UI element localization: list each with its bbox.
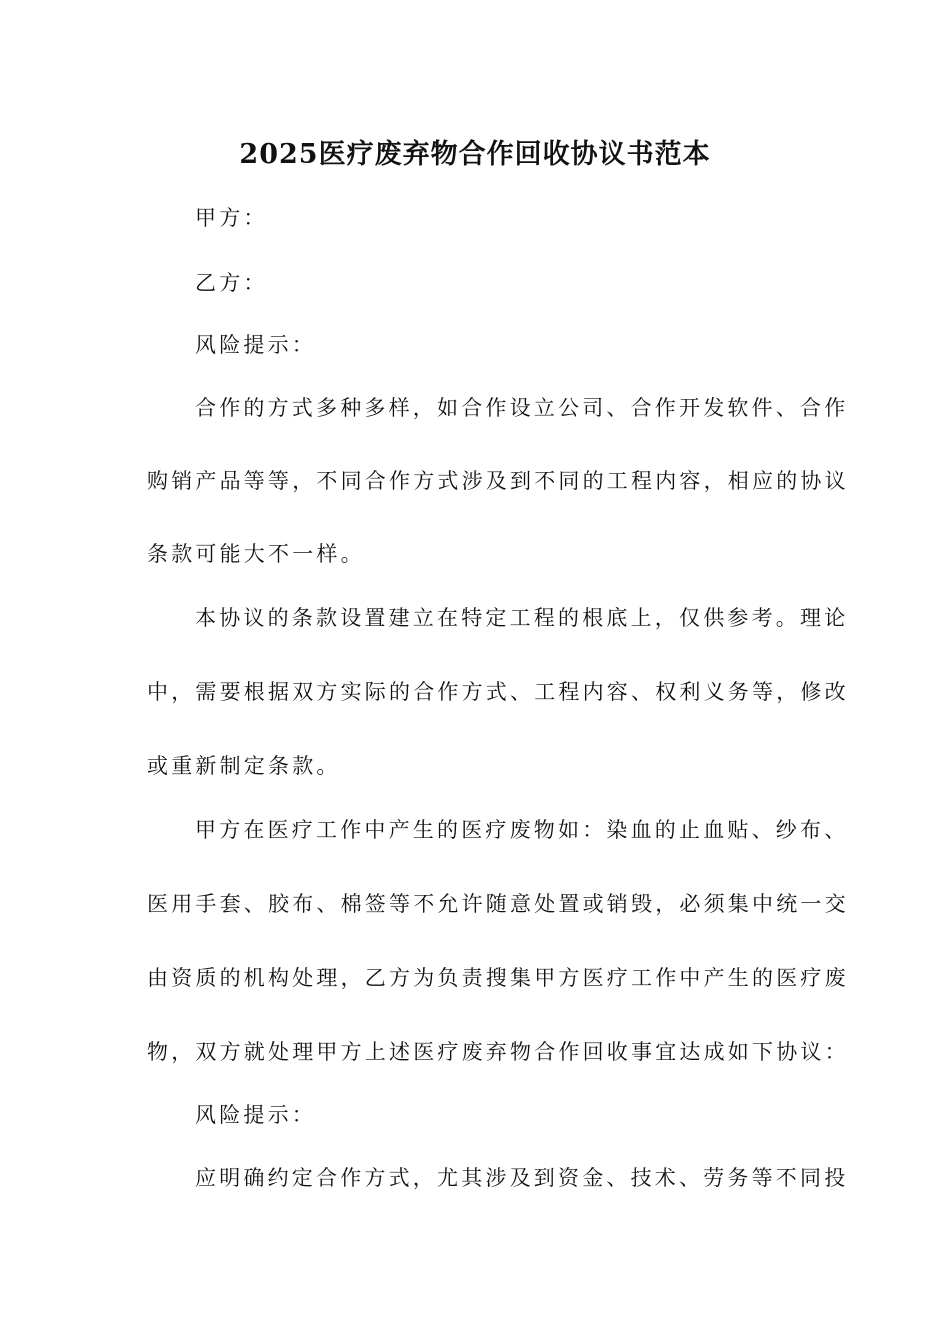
paragraph-line: 医用手套、胶布、棉签等不允许随意处置或销毁，必须集中统一交 bbox=[147, 892, 849, 916]
paragraph-line: 中，需要根据双方实际的合作方式、工程内容、权利义务等，修改 bbox=[147, 680, 849, 704]
party-b-line: 乙方： bbox=[195, 271, 268, 295]
paragraph-line: 本协议的条款设置建立在特定工程的根底上，仅供参考。理论 bbox=[195, 606, 849, 630]
paragraph-line: 物，双方就处理甲方上述医疗废弃物合作回收事宜达成如下协议： bbox=[147, 1040, 849, 1064]
party-a-line: 甲方： bbox=[195, 206, 268, 230]
paragraph-line: 合作的方式多种多样，如合作设立公司、合作开发软件、合作 bbox=[195, 396, 849, 420]
paragraph-line: 由资质的机构处理，乙方为负责搜集甲方医疗工作中产生的医疗废 bbox=[147, 966, 849, 990]
paragraph-line: 应明确约定合作方式，尤其涉及到资金、技术、劳务等不同投 bbox=[195, 1166, 849, 1190]
document-title: 2025医疗废弃物合作回收协议书范本 bbox=[239, 139, 711, 170]
risk-notice-heading: 风险提示： bbox=[195, 1103, 316, 1127]
paragraph-line: 购销产品等等，不同合作方式涉及到不同的工程内容，相应的协议 bbox=[147, 469, 849, 493]
paragraph-line: 条款可能大不一样。 bbox=[147, 542, 365, 566]
risk-notice-heading: 风险提示： bbox=[195, 333, 316, 357]
paragraph-line: 甲方在医疗工作中产生的医疗废物如：染血的止血贴、纱布、 bbox=[195, 818, 849, 842]
paragraph-line: 或重新制定条款。 bbox=[147, 754, 341, 778]
